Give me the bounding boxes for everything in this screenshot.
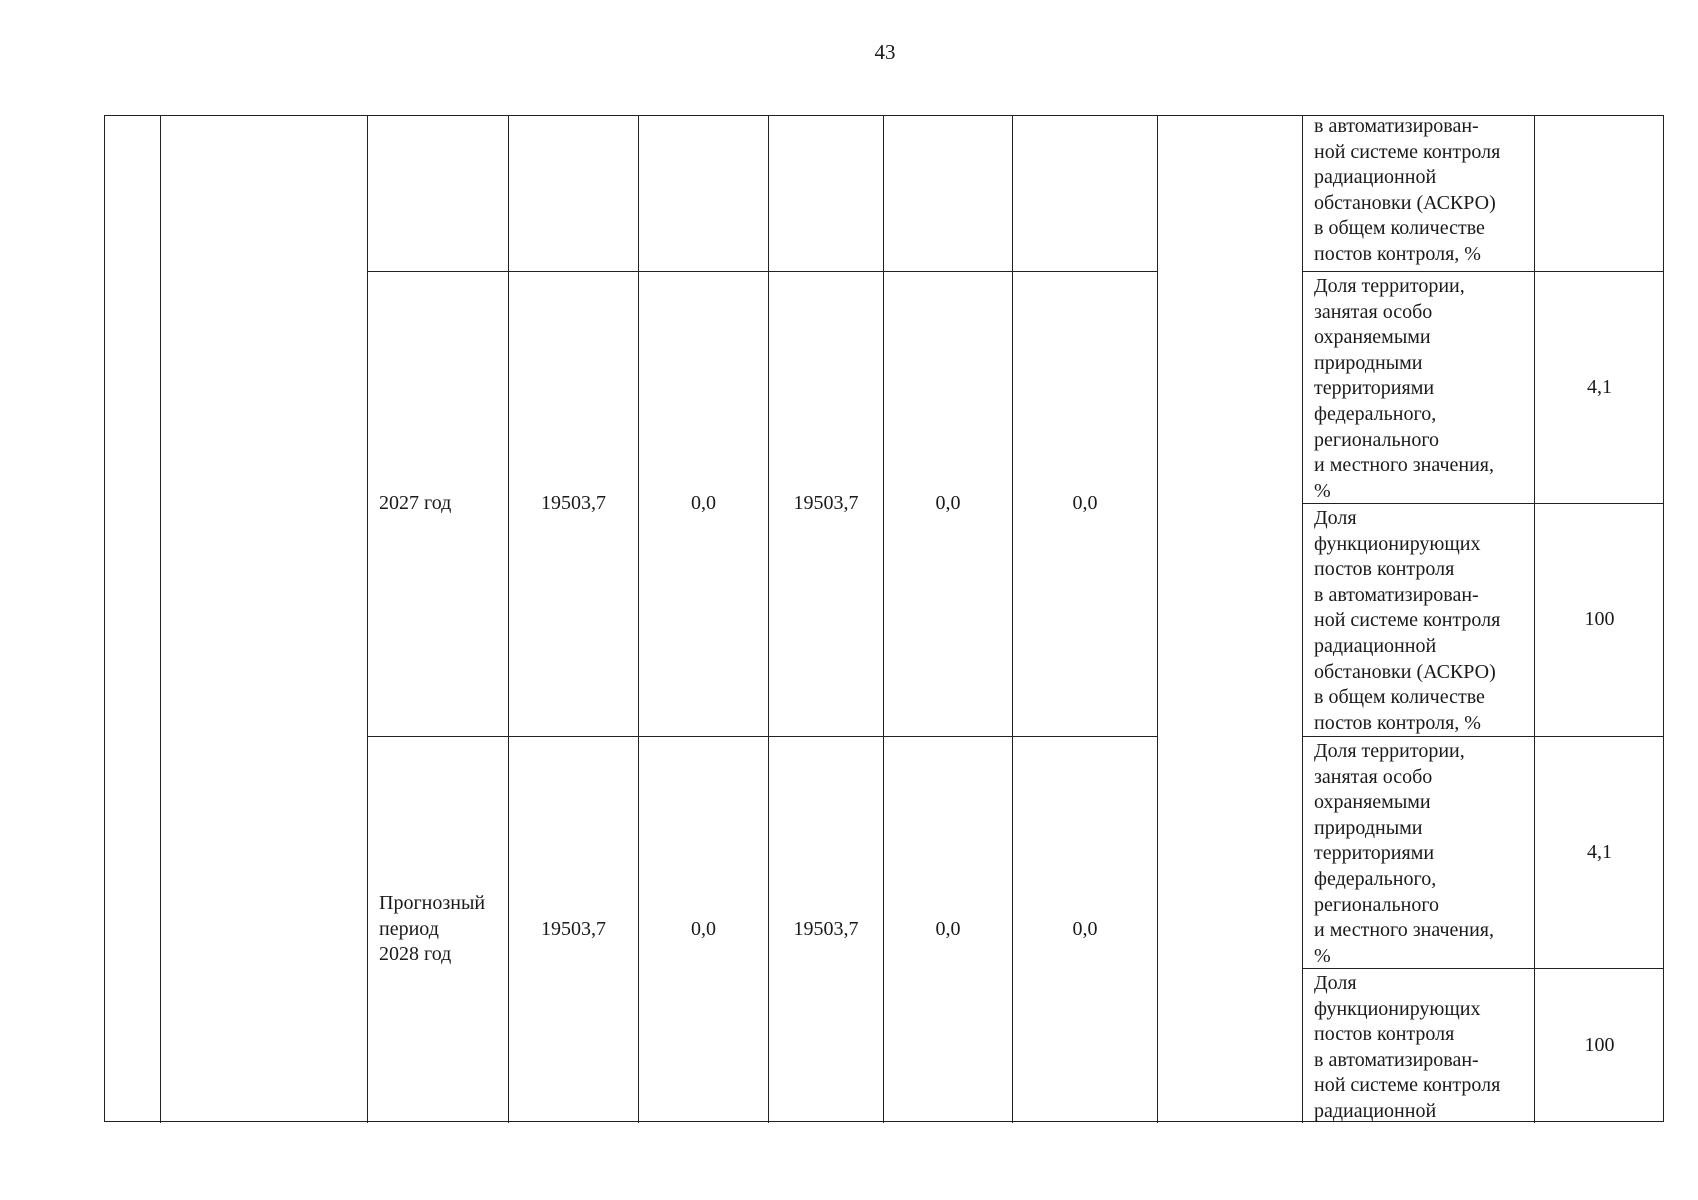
table-grid-line (160, 116, 161, 1123)
indicator-name: Доля функционирующих постов контроля в автоматизирован- ной системе контроля радиационной (1314, 972, 1501, 1122)
total-cell: 19503,7 (541, 492, 606, 515)
table-grid-line (1157, 116, 1158, 1123)
indicator-value: 4,1 (1587, 840, 1612, 863)
indicator-value: 100 (1584, 1033, 1615, 1056)
period-cell: 2027 год (379, 492, 452, 515)
program-funding-table (104, 115, 1664, 1122)
indicator-value: 100 (1584, 608, 1615, 631)
indicator-name: Доля территории, занятая особо охраняемыми природными территориями федерального, регионального и местного значения, % (1314, 740, 1494, 967)
indicator-name: Доля территории, занятая особо охраняемыми природными территориями федерального, регионального и местного значения, % (1314, 275, 1494, 502)
page-number: 43 (874, 40, 896, 64)
indicator-value: 4,1 (1587, 375, 1612, 398)
indicator-name: в автоматизирован- ной системе контроля радиационной обстановки (АСКРО) в общем количестве постов контроля, % (1314, 115, 1501, 265)
other-cell: 0,0 (1072, 492, 1098, 515)
local-cell: 0,0 (935, 917, 961, 940)
federal-cell: 0,0 (691, 492, 716, 515)
federal-cell: 0,0 (691, 917, 716, 940)
other-cell: 0,0 (1072, 917, 1098, 940)
regional-cell: 19503,7 (793, 917, 859, 940)
period-cell: Прогнозный период 2028 год (379, 892, 486, 966)
local-cell: 0,0 (935, 492, 961, 515)
total-cell: 19503,7 (541, 917, 606, 940)
regional-cell: 19503,7 (793, 492, 859, 515)
indicator-name: Доля функционирующих постов контроля в автоматизирован- ной системе контроля радиационной обстановки (АСКРО) в общем количестве постов контроля, % (1314, 507, 1501, 734)
